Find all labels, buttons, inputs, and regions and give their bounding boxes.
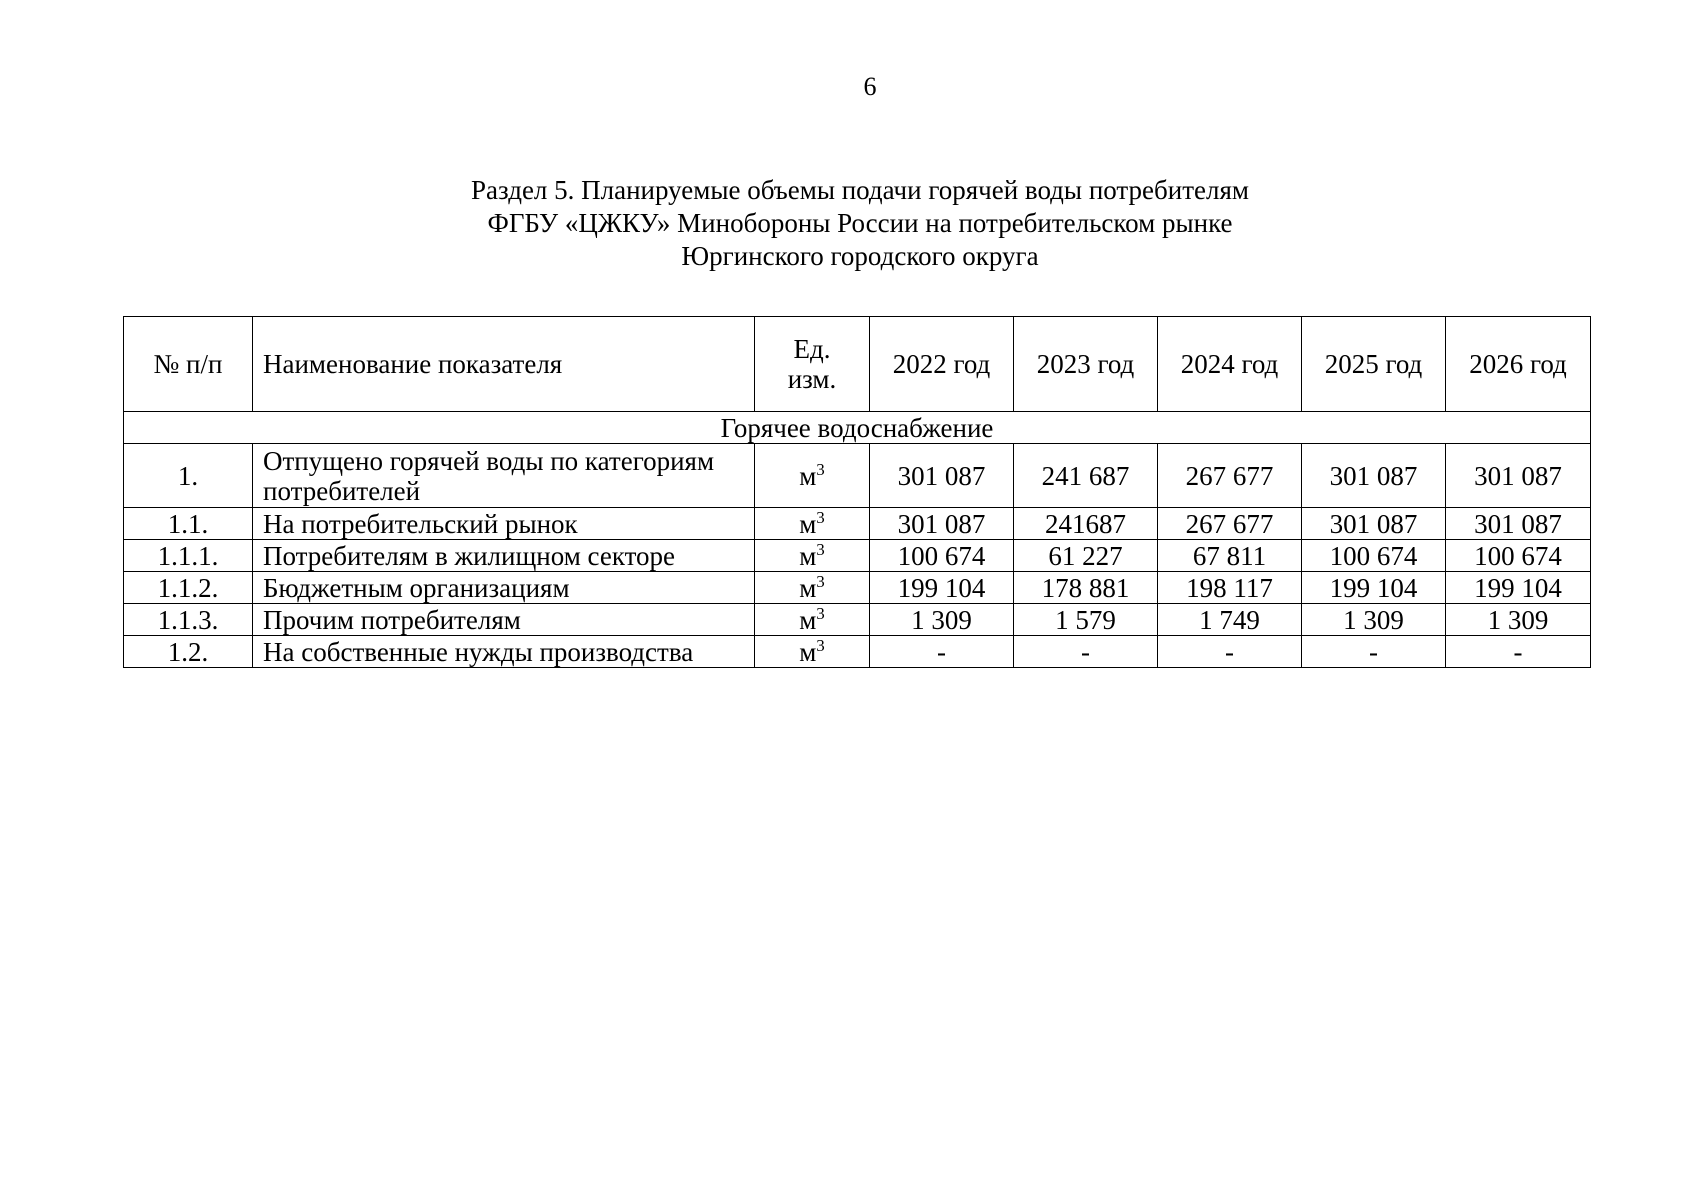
unit-exponent: 3	[816, 539, 825, 559]
row-value-2024: 267 677	[1158, 444, 1302, 508]
row-value-2022: 1 309	[870, 604, 1014, 636]
row-name: На потребительский рынок	[253, 508, 755, 540]
unit-base: м	[799, 572, 817, 603]
row-value-2022: -	[870, 636, 1014, 668]
table-header-row	[124, 317, 1591, 412]
row-num: 1.1.1.	[124, 540, 253, 572]
row-value-2026: 100 674	[1446, 540, 1591, 572]
row-value-2022: 301 087	[870, 444, 1014, 508]
header-unit	[755, 317, 870, 412]
section-label: Горячее водоснабжение	[124, 412, 1591, 444]
row-name-line-1: Отпущено горячей воды по категориям	[263, 445, 715, 476]
row-value-2023: -	[1014, 636, 1158, 668]
unit-exponent: 3	[816, 459, 825, 479]
row-value-2023: 178 881	[1014, 572, 1158, 604]
row-name-line-2: потребителей	[263, 475, 421, 506]
unit-base: м	[799, 460, 817, 491]
row-value-2026: -	[1446, 636, 1591, 668]
row-value-2023: 61 227	[1014, 540, 1158, 572]
row-name: Прочим потребителям	[253, 604, 755, 636]
unit-base: м	[799, 508, 817, 539]
row-unit	[755, 636, 870, 668]
row-num: 1.1.3.	[124, 604, 253, 636]
row-value-2024: -	[1158, 636, 1302, 668]
row-unit	[755, 572, 870, 604]
row-name: Бюджетным организациям	[253, 572, 755, 604]
row-value-2024: 198 117	[1158, 572, 1302, 604]
unit-exponent: 3	[816, 571, 825, 591]
row-unit	[755, 508, 870, 540]
table-row	[124, 572, 1591, 604]
row-unit	[755, 540, 870, 572]
title-line-3: Юргинского городского округа	[681, 241, 1039, 271]
header-unit-line-1: Ед.	[793, 334, 831, 364]
row-value-2025: 199 104	[1302, 572, 1446, 604]
header-num: № п/п	[124, 317, 253, 412]
row-name	[253, 444, 755, 508]
row-value-2026: 199 104	[1446, 572, 1591, 604]
row-unit	[755, 444, 870, 508]
section-title	[450, 174, 1270, 273]
row-value-2023: 241 687	[1014, 444, 1158, 508]
header-year-2022: 2022 год	[870, 317, 1014, 412]
header-year-2025: 2025 год	[1302, 317, 1446, 412]
header-unit-line-2: изм.	[787, 364, 837, 394]
row-num: 1.	[124, 444, 253, 508]
row-value-2022: 301 087	[870, 508, 1014, 540]
page-number: 6	[863, 72, 877, 101]
row-value-2026: 301 087	[1446, 508, 1591, 540]
row-name: На собственные нужды производства	[253, 636, 755, 668]
unit-exponent: 3	[816, 635, 825, 655]
table-row	[124, 508, 1591, 540]
row-value-2025: 100 674	[1302, 540, 1446, 572]
row-value-2022: 100 674	[870, 540, 1014, 572]
title-line-2: ФГБУ «ЦЖКУ» Минобороны России на потребительском рынке	[487, 208, 1233, 238]
row-num: 1.1.	[124, 508, 253, 540]
hot-water-supply-table	[123, 316, 1591, 668]
unit-base: м	[799, 604, 817, 635]
row-num: 1.2.	[124, 636, 253, 668]
title-line-1: Раздел 5. Планируемые объемы подачи горячей воды потребителям	[471, 175, 1249, 205]
section-row	[124, 412, 1591, 444]
header-year-2024: 2024 год	[1158, 317, 1302, 412]
row-value-2024: 67 811	[1158, 540, 1302, 572]
row-value-2023: 1 579	[1014, 604, 1158, 636]
row-value-2026: 301 087	[1446, 444, 1591, 508]
row-value-2024: 1 749	[1158, 604, 1302, 636]
row-value-2025: 301 087	[1302, 508, 1446, 540]
unit-base: м	[799, 540, 817, 571]
row-unit	[755, 604, 870, 636]
unit-exponent: 3	[816, 603, 825, 623]
table-row	[124, 604, 1591, 636]
row-value-2026: 1 309	[1446, 604, 1591, 636]
table-row	[124, 444, 1591, 508]
header-name: Наименование показателя	[253, 317, 755, 412]
table-row	[124, 540, 1591, 572]
row-name: Потребителям в жилищном секторе	[253, 540, 755, 572]
row-num: 1.1.2.	[124, 572, 253, 604]
table-row	[124, 636, 1591, 668]
unit-base: м	[799, 636, 817, 667]
row-value-2023: 241687	[1014, 508, 1158, 540]
row-value-2025: -	[1302, 636, 1446, 668]
header-year-2026: 2026 год	[1446, 317, 1591, 412]
header-year-2023: 2023 год	[1014, 317, 1158, 412]
row-value-2025: 1 309	[1302, 604, 1446, 636]
row-value-2024: 267 677	[1158, 508, 1302, 540]
row-value-2022: 199 104	[870, 572, 1014, 604]
unit-exponent: 3	[816, 507, 825, 527]
row-value-2025: 301 087	[1302, 444, 1446, 508]
